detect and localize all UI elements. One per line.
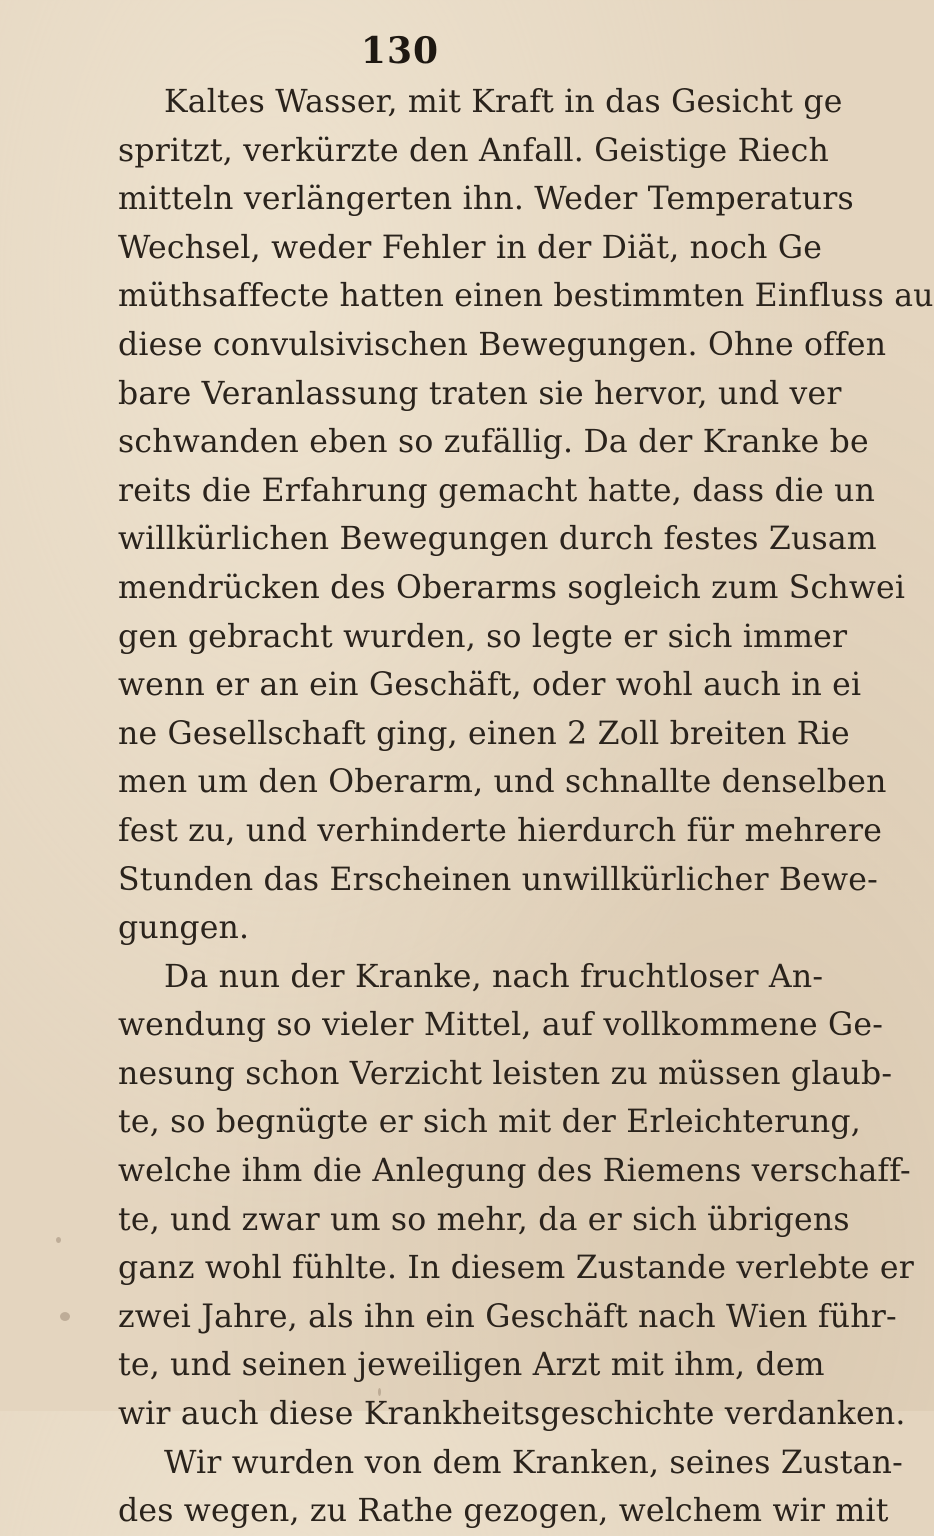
paper-stain bbox=[56, 1237, 61, 1243]
text-line: ne Gesellschaft ging, einen 2 Zoll breiten Rie bbox=[118, 715, 850, 752]
text-line: Kaltes Wasser, mit Kraft in das Gesicht ge bbox=[164, 84, 843, 120]
text-line: te, und seinen jeweiligen Arzt mit ihm, dem bbox=[118, 1347, 825, 1384]
text-line: wir auch diese Krankheitsgeschichte verdanken. bbox=[118, 1396, 906, 1433]
text-line: welche ihm die Anlegung des Riemens verschaff- bbox=[118, 1153, 911, 1190]
text-line: fest zu, und verhinderte hierdurch für mehrere bbox=[118, 812, 883, 849]
text-line: nesung schon Verzicht leisten zu müssen glaub- bbox=[118, 1055, 893, 1092]
text-line: Wir wurden von dem Kranken, seines Zustan- bbox=[164, 1444, 903, 1481]
text-line: müthsaffecte hatten einen bestimmten Einfluss au bbox=[118, 278, 934, 315]
text-line: diese convulsivischen Bewegungen. Ohne offen bbox=[118, 326, 887, 363]
text-line: wendung so vieler Mittel, auf vollkommene Ge- bbox=[118, 1007, 884, 1044]
text-line: reits die Erfahrung gemacht hatte, dass die un bbox=[118, 472, 876, 509]
text-line: te, so begnügte er sich mit der Erleichterung, bbox=[118, 1104, 861, 1141]
text-line: Wechsel, weder Fehler in der Diät, noch Ge bbox=[118, 229, 823, 266]
text-line: Da nun der Kranke, nach fruchtloser An- bbox=[164, 958, 824, 995]
paper-stain bbox=[60, 1312, 70, 1321]
text-line: gen gebracht wurden, so legte er sich immer bbox=[118, 618, 848, 655]
text-line: gungen. bbox=[118, 910, 250, 947]
text-line: bare Veranlassung traten sie hervor, und ver bbox=[118, 375, 842, 412]
page-number: 130 bbox=[360, 30, 440, 72]
text-line: ganz wohl fühlte. In diesem Zustande verlebte er bbox=[118, 1250, 914, 1287]
text-line: schwanden eben so zufällig. Da der Kranke be bbox=[118, 424, 869, 461]
text-line: wenn er an ein Geschäft, oder wohl auch in ei bbox=[118, 667, 862, 704]
body-text bbox=[118, 78, 934, 1536]
text-line: Stunden das Erscheinen unwillkürlicher Bewe- bbox=[118, 861, 878, 898]
text-line: te, und zwar um so mehr, da er sich übrigens bbox=[118, 1201, 850, 1238]
text-line: men um den Oberarm, und schnallte denselben bbox=[118, 764, 887, 801]
text-line: willkürlichen Bewegungen durch festes Zusam bbox=[118, 521, 877, 558]
text-line: des wegen, zu Rathe gezogen, welchem wir mit bbox=[118, 1493, 889, 1530]
text-line: mendrücken des Oberarms sogleich zum Schwei bbox=[118, 569, 906, 606]
text-line: zwei Jahre, als ihn ein Geschäft nach Wien führ- bbox=[118, 1298, 897, 1335]
text-line: spritzt, verkürzte den Anfall. Geistige Riech bbox=[118, 132, 829, 169]
paper-stain bbox=[378, 1388, 381, 1396]
text-line: mitteln verlängerten ihn. Weder Temperaturs bbox=[118, 181, 854, 218]
